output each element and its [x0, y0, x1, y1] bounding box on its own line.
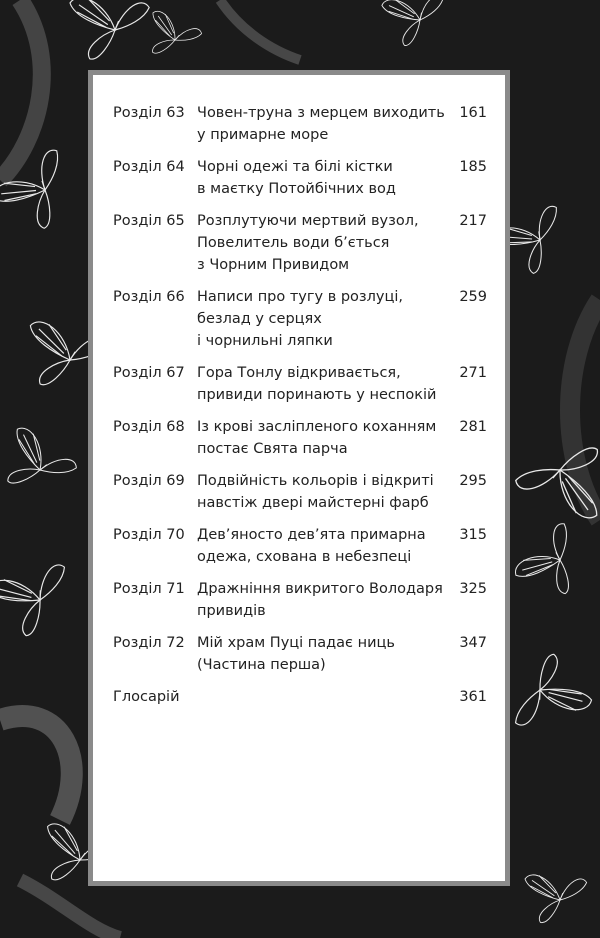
chapter-label: Розділ 71 [113, 581, 185, 597]
chapter-title-line: Дражніння викритого Володаря [197, 581, 443, 597]
chapter-title-line: привиди поринають у неспокій [197, 387, 437, 403]
page-number: 259 [459, 289, 487, 305]
chapter-title-line: привидів [197, 603, 266, 619]
page-number: 325 [459, 581, 487, 597]
toc-entry[interactable] [113, 470, 487, 514]
toc-entry[interactable] [113, 210, 487, 276]
chapter-title-line: Розплутуючи мертвий вузол, [197, 213, 419, 229]
chapter-label: Розділ 66 [113, 289, 185, 305]
chapter-label: Розділ 65 [113, 213, 185, 229]
chapter-title-line: Подвійність кольорів і відкриті [197, 473, 434, 489]
chapter-title [197, 524, 447, 568]
page-number: 217 [459, 213, 487, 229]
chapter-title [197, 286, 447, 352]
chapter-label: Розділ 63 [113, 105, 185, 121]
chapter-title [197, 686, 447, 708]
page-number: 361 [459, 689, 487, 705]
toc-entry[interactable] [113, 416, 487, 460]
chapter-title-line: Чорні одежі та білі кістки [197, 159, 393, 175]
chapter-title [197, 362, 447, 406]
page-number: 295 [459, 473, 487, 489]
chapter-title [197, 156, 447, 200]
chapter-title-line: Написи про тугу в розлуці, [197, 289, 403, 305]
page-number: 185 [459, 159, 487, 175]
chapter-title-line: Дев’яносто дев’ята примарна [197, 527, 426, 543]
chapter-title-line: Із крові засліпленого коханням [197, 419, 437, 435]
chapter-title [197, 632, 447, 676]
page-number: 161 [459, 105, 487, 121]
chapter-label: Розділ 68 [113, 419, 185, 435]
chapter-title [197, 578, 447, 622]
page-number: 271 [459, 365, 487, 381]
chapter-title-line: безлад у серцях [197, 311, 322, 327]
chapter-label: Глосарій [113, 689, 180, 705]
page-number: 315 [459, 527, 487, 543]
page-number: 281 [459, 419, 487, 435]
chapter-title [197, 470, 447, 514]
chapter-title-line: в маєтку Потойбічних вод [197, 181, 396, 197]
chapter-title [197, 416, 447, 460]
chapter-title-line: і чорнильні ляпки [197, 333, 333, 349]
chapter-title-line: з Чорним Привидом [197, 257, 350, 273]
chapter-title-line: (Частина перша) [197, 657, 326, 673]
chapter-title-line: постає Свята парча [197, 441, 348, 457]
page-number: 347 [459, 635, 487, 651]
toc-entry[interactable] [113, 578, 487, 622]
chapter-label: Розділ 64 [113, 159, 185, 175]
table-of-contents [113, 102, 487, 718]
toc-entry[interactable] [113, 362, 487, 406]
toc-entry[interactable] [113, 286, 487, 352]
chapter-title [197, 210, 447, 276]
chapter-title [197, 102, 447, 146]
toc-entry[interactable] [113, 102, 487, 146]
chapter-title-line: Човен-труна з мерцем виходить [197, 105, 445, 121]
toc-entry[interactable] [113, 632, 487, 676]
chapter-title-line: у примарне море [197, 127, 329, 143]
toc-panel [88, 70, 510, 886]
chapter-title-line: одежа, схована в небезпеці [197, 549, 412, 565]
chapter-label: Розділ 70 [113, 527, 185, 543]
chapter-title-line: навстіж двері майстерні фарб [197, 495, 429, 511]
toc-entry[interactable] [113, 524, 487, 568]
chapter-label: Розділ 69 [113, 473, 185, 489]
chapter-label: Розділ 72 [113, 635, 185, 651]
chapter-title-line: Гора Тонлу відкривається, [197, 365, 401, 381]
chapter-title-line: Мій храм Пуці падає ниць [197, 635, 395, 651]
toc-entry[interactable] [113, 686, 487, 708]
toc-entry[interactable] [113, 156, 487, 200]
chapter-title-line: Повелитель води б’ється [197, 235, 390, 251]
chapter-label: Розділ 67 [113, 365, 185, 381]
